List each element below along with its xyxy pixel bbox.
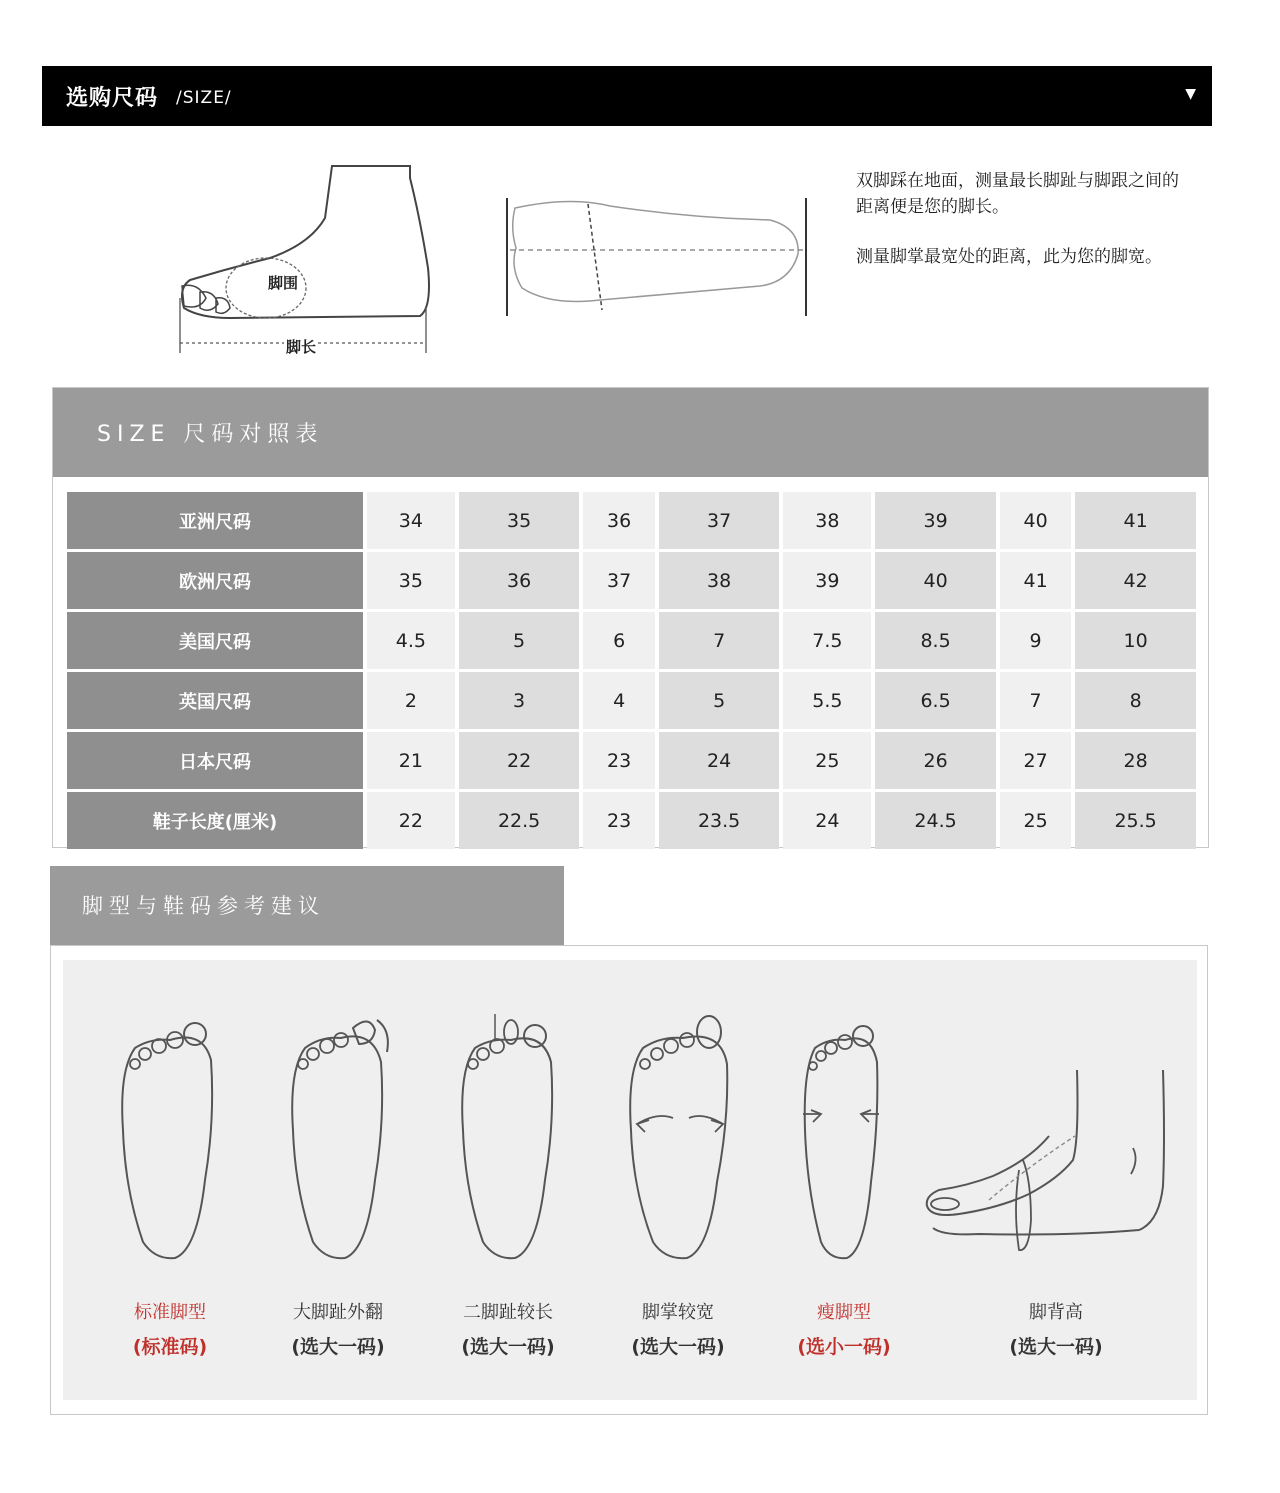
- table-cell: 22: [367, 792, 455, 849]
- table-cell: 37: [659, 492, 780, 549]
- size-table: [63, 489, 1200, 852]
- row-header: 日本尺码: [67, 732, 363, 789]
- foot-slim-hint: (选小一码): [797, 1336, 891, 1358]
- table-row: [67, 552, 1196, 609]
- row-header: 亚洲尺码: [67, 492, 363, 549]
- table-cell: 23.5: [659, 792, 780, 849]
- foot-high-instep-hint: (选大一码): [1009, 1336, 1103, 1358]
- label-girth: 脚围: [268, 274, 299, 292]
- table-cell: 38: [659, 552, 780, 609]
- foot-standard-icon: [85, 960, 255, 1270]
- measure-instructions: [856, 168, 1186, 294]
- table-cell: 24: [659, 732, 780, 789]
- table-cell: 40: [1000, 492, 1071, 549]
- fit-inner: [63, 960, 1197, 1400]
- foot-side-illustration: [170, 158, 820, 358]
- foot-high-instep-label: 脚背高: [1029, 1302, 1083, 1323]
- row-header: 美国尺码: [67, 612, 363, 669]
- table-row: [67, 732, 1196, 789]
- measure-illustrations: [170, 158, 820, 362]
- header-title: 选购尺码: [66, 85, 159, 111]
- table-cell: 7.5: [783, 612, 871, 669]
- table-cell: 39: [783, 552, 871, 609]
- foot-wide-hint: (选大一码): [631, 1336, 725, 1358]
- table-cell: 36: [583, 492, 654, 549]
- foot-high-instep: [919, 960, 1179, 1270]
- table-cell: 5: [459, 612, 580, 669]
- foot-slim-label: 瘦脚型: [817, 1302, 871, 1323]
- foot-bunion-hint: (选大一码): [291, 1336, 385, 1358]
- foot-slim-icon: [759, 960, 929, 1270]
- foot-standard: [85, 960, 255, 1270]
- table-cell: 42: [1075, 552, 1196, 609]
- table-cell: 28: [1075, 732, 1196, 789]
- table-cell: 34: [367, 492, 455, 549]
- table-cell: 25.5: [1075, 792, 1196, 849]
- fit-panel: [50, 945, 1208, 1415]
- table-row: [67, 492, 1196, 549]
- foot-wide-icon: [593, 960, 763, 1270]
- header-subtitle: /SIZE/: [176, 88, 232, 108]
- table-cell: 4.5: [367, 612, 455, 669]
- table-cell: 8: [1075, 672, 1196, 729]
- foot-bunion-icon: [253, 960, 423, 1270]
- foot-high-instep-icon: [919, 960, 1179, 1270]
- table-cell: 38: [783, 492, 871, 549]
- table-cell: 21: [367, 732, 455, 789]
- foot-long-toe-label: 二脚趾较长: [463, 1302, 553, 1323]
- table-cell: 5.5: [783, 672, 871, 729]
- foot-bunion: [253, 960, 423, 1270]
- table-row: [67, 612, 1196, 669]
- foot-wide-label: 脚掌较宽: [642, 1302, 714, 1323]
- size-chart-panel: [52, 387, 1209, 848]
- table-row: [67, 792, 1196, 849]
- row-header: 欧洲尺码: [67, 552, 363, 609]
- table-cell: 25: [783, 732, 871, 789]
- foot-standard-label: 标准脚型: [134, 1302, 206, 1323]
- foot-long-toe-hint: (选大一码): [461, 1336, 555, 1358]
- table-cell: 3: [459, 672, 580, 729]
- table-cell: 35: [459, 492, 580, 549]
- foot-standard-hint: (标准码): [132, 1336, 208, 1358]
- fit-title: 脚型与鞋码参考建议: [50, 866, 564, 946]
- table-cell: 39: [875, 492, 996, 549]
- table-cell: 36: [459, 552, 580, 609]
- measure-text-width: 测量脚掌最宽处的距离，此为您的脚宽。: [856, 247, 1162, 267]
- table-cell: 7: [659, 612, 780, 669]
- table-cell: 41: [1075, 492, 1196, 549]
- table-cell: 2: [367, 672, 455, 729]
- table-cell: 23: [583, 732, 654, 789]
- table-cell: 8.5: [875, 612, 996, 669]
- table-cell: 22.5: [459, 792, 580, 849]
- table-cell: 27: [1000, 732, 1071, 789]
- foot-long-toe-icon: [423, 960, 593, 1270]
- table-row: [67, 672, 1196, 729]
- table-cell: 24: [783, 792, 871, 849]
- table-cell: 6.5: [875, 672, 996, 729]
- row-header: 英国尺码: [67, 672, 363, 729]
- section-header: [42, 66, 1212, 126]
- table-cell: 25: [1000, 792, 1071, 849]
- table-cell: 26: [875, 732, 996, 789]
- chevron-down-icon[interactable]: ▼: [1185, 86, 1196, 102]
- table-cell: 24.5: [875, 792, 996, 849]
- table-cell: 6: [583, 612, 654, 669]
- foot-long-toe: [423, 960, 593, 1270]
- table-cell: 4: [583, 672, 654, 729]
- table-cell: 35: [367, 552, 455, 609]
- row-header: 鞋子长度(厘米): [67, 792, 363, 849]
- table-cell: 7: [1000, 672, 1071, 729]
- foot-wide: [593, 960, 763, 1270]
- table-cell: 5: [659, 672, 780, 729]
- table-cell: 41: [1000, 552, 1071, 609]
- measure-text-length: 双脚踩在地面，测量最长脚趾与脚跟之间的距离便是您的脚长。: [856, 171, 1179, 217]
- table-cell: 23: [583, 792, 654, 849]
- size-chart-title: SIZE 尺码对照表: [53, 388, 1208, 477]
- label-length: 脚长: [286, 338, 317, 356]
- table-cell: 9: [1000, 612, 1071, 669]
- foot-slim: [759, 960, 929, 1270]
- table-cell: 37: [583, 552, 654, 609]
- foot-bunion-label: 大脚趾外翻: [293, 1302, 383, 1323]
- table-cell: 40: [875, 552, 996, 609]
- table-cell: 10: [1075, 612, 1196, 669]
- table-cell: 22: [459, 732, 580, 789]
